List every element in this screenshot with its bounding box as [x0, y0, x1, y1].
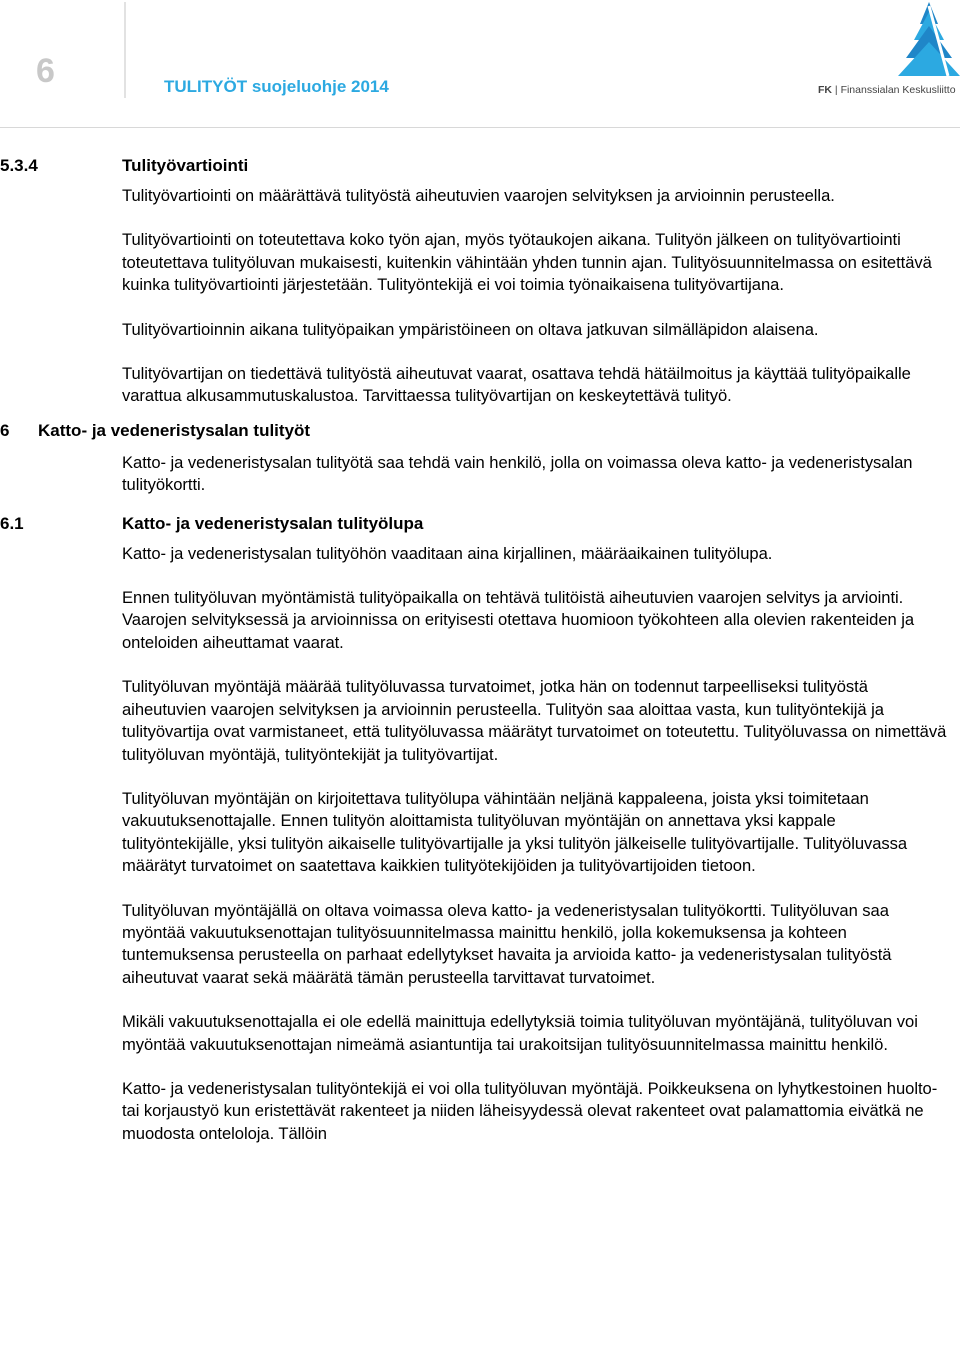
- section-number: 6: [0, 420, 10, 440]
- fk-tree-logo-icon: [898, 2, 960, 76]
- paragraph: Katto- ja vedeneristysalan tulityöhön vaaditaan aina kirjallinen, määräaikainen tulityölupa.: [122, 543, 773, 563]
- paragraph: Tulityövartiointi on toteutettava koko työn ajan, myös työtaukojen aikana. Tulityön jälkeen on tulityövartiointi toteutettava tulityöluvan mukaisesti, kuitenkin vähintään yhden tunnin ajan. Tulityösuunnitelmassa on esitettävä kuinka tulityövartiointi järjestetään. Tulityöntekijä ei voi toimia työnaikaisena tulityövartijana.: [122, 230, 932, 295]
- logo-caption: FK | Finanssialan Keskusliitto: [818, 84, 956, 96]
- section-title: Katto- ja vedeneristysalan tulityölupa: [122, 513, 424, 533]
- section-title: Tulityövartiointi: [122, 156, 249, 175]
- paragraph: Katto- ja vedeneristysalan tulityöntekijä ei voi olla tulityöluvan myöntäjä. Poikkeuksena on lyhytkestoinen huolto- tai korjaustyö kun eristettävät rakenteet ja niiden läheisyydessä olevat rakenteet ovat palamattomia eivätkä ne muodosta onteloloja. Tällöin: [122, 1078, 938, 1143]
- paragraph: Mikäli vakuutuksenottajalla ei ole edellä mainittuja edellytyksiä toimia tulityöluvan myöntäjänä, tulityöluvan voi myöntää vakuutuksenottajan nimeämä asiantuntija tai urakoitsijan tulityösuunnitelmassa mainittu henkilö.: [122, 1012, 918, 1054]
- header-rule: [0, 127, 960, 128]
- section-number: 5.3.4: [0, 156, 38, 175]
- document-title: TULITYÖT suojeluohje 2014: [164, 77, 389, 96]
- paragraph: Tulityövartioinnin aikana tulityöpaikan ympäristöineen on oltava jatkuvan silmälläpidon alaisena.: [122, 319, 819, 339]
- paragraph: Tulityöluvan myöntäjä määrää tulityöluvassa turvatoimet, jotka hän on todennut tarpeelliseksi tulityöstä aiheutuvien vaarojen selvityksen ja arvioinnin perusteella. Tulityön saa aloittaa vasta, kun tulityöntekijä ja tulityövartija ovat varmistaneet, että tulityöluvassa määrätyt turvatoimet on toteutettu. Tulityöluvassa on nimettävä tulityöluvan myöntäjä, tulityöntekijät ja tulityövartijat.: [122, 677, 947, 764]
- section-number: 6.1: [0, 513, 24, 533]
- page-number: 6: [36, 52, 55, 90]
- paragraph: Tulityöluvan myöntäjän on kirjoitettava tulityölupa vähintään neljänä kappaleena, joista yksi toimitetaan vakuutuksenottajalle. Ennen tulityön aloittamista tulityöluvan myöntäjän on annettava yksi kappale tulityöntekijälle, yksi tulityön aikaiselle tulityövartijalle ja yksi tulityön jälkeiselle tulityövartijalle. Tulityöluvassa määrätyt turvatoimet on saatettava kaikkien tulityötekijöiden ja tulityövartijoiden tietoon.: [122, 788, 908, 876]
- header-divider: [124, 2, 126, 98]
- section-title: Katto- ja vedeneristysalan tulityöt: [38, 420, 311, 440]
- paragraph: Katto- ja vedeneristysalan tulityötä saa tehdä vain henkilö, jolla on voimassa oleva katto- ja vedeneristysalan tulityökortti.: [122, 452, 913, 495]
- section-heading-5-3-4: [0, 155, 960, 185]
- paragraph: Tulityövartijan on tiedettävä tulityöstä aiheutuvat vaarat, osattava tehdä hätäilmoitus ja käyttää tulityöpaikalle varattua alkusammutuskalustoa. Tarvittaessa tulityövartijan on keskeytettävä tulityö.: [122, 364, 911, 406]
- section-heading-6: [0, 420, 960, 452]
- paragraph: Tulityövartiointi on määrättävä tulityöstä aiheutuvien vaarojen selvityksen ja arvioinnin perusteella.: [122, 186, 835, 205]
- section-heading-6-1: [0, 513, 960, 543]
- fk-logo: [810, 0, 960, 100]
- document-body: [0, 155, 960, 1145]
- paragraph: Tulityöluvan myöntäjällä on oltava voimassa oleva katto- ja vedeneristysalan tulityökortti. Tulityöluvan saa myöntää vakuutuksenottajan tulityösuunnitelmassa mainittu henkilö, jolla kokemuksensa ja kohteen tuntemuksensa perusteella on parhaat edellytykset havaita ja arvioida katto- ja vedeneristysalan tulityöstä aiheutuvat vaarat sekä määrätä tämän perusteella tarvittavat turvatoimet.: [122, 900, 892, 987]
- paragraph: Ennen tulityöluvan myöntämistä tulityöpaikalla on tehtävä tulitöistä aiheutuvien vaarojen selvitys ja arviointi. Vaarojen selvityksessä ja arvioinnissa on erityisesti otettava huomioon työkohteen alla olevien rakenteiden ja onteloiden aiheuttamat vaarat.: [122, 588, 915, 652]
- page-header: [0, 0, 960, 130]
